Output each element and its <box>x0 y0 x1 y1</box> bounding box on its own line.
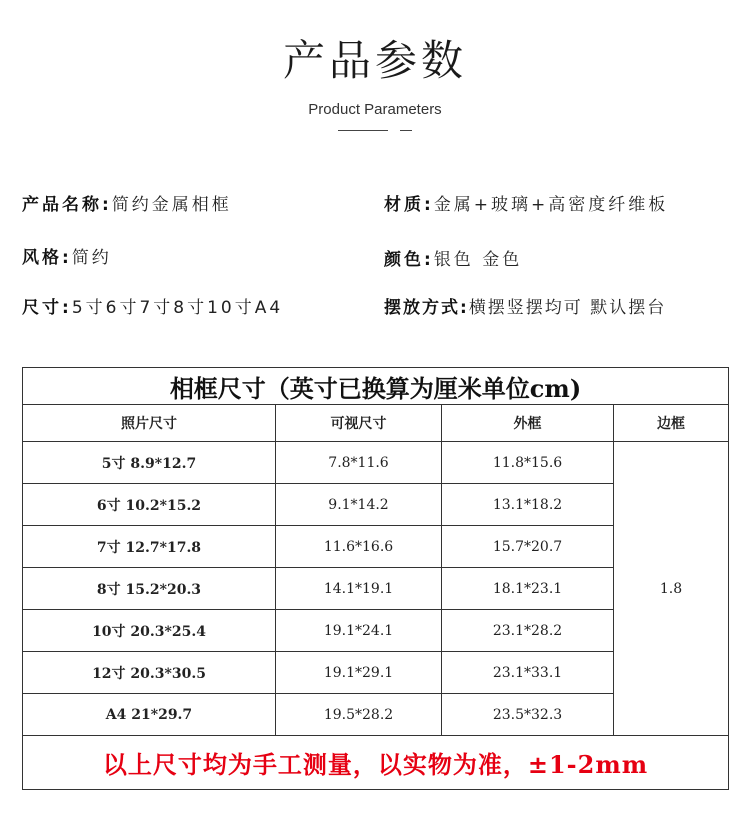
cell-photo-size: 6寸 10.2*15.2 <box>23 484 276 526</box>
param-value: 横摆竖摆均可 默认摆台 <box>468 298 667 318</box>
measurement-note: 以上尺寸均为手工测量，以实物为准，±1-2mm <box>23 736 729 790</box>
cell-photo-size: A4 21*29.7 <box>23 694 276 736</box>
cell-outer-frame: 13.1*18.2 <box>442 484 614 526</box>
cell-outer-frame: 23.1*28.2 <box>442 610 614 652</box>
param-value: 简约 <box>71 248 112 268</box>
param-label: 材质: <box>384 195 434 215</box>
cell-photo-size: 8寸 15.2*20.3 <box>23 568 276 610</box>
cell-outer-frame: 23.1*33.1 <box>442 652 614 694</box>
table-row <box>23 442 729 484</box>
cell-visible-size: 11.6*16.6 <box>276 526 442 568</box>
cell-outer-frame: 15.7*20.7 <box>442 526 614 568</box>
cell-visible-size: 19.1*24.1 <box>276 610 442 652</box>
page-subtitle: Product Parameters <box>308 101 442 118</box>
column-header-visible-size: 可视尺寸 <box>276 405 442 442</box>
param-value: 金属+玻璃+高密度纤维板 <box>433 195 669 215</box>
param-value: 银色 金色 <box>433 250 523 270</box>
cell-visible-size: 9.1*14.2 <box>276 484 442 526</box>
column-header-border: 边框 <box>614 405 729 442</box>
cell-visible-size: 19.1*29.1 <box>276 652 442 694</box>
param-style <box>22 243 112 268</box>
column-header-photo-size: 照片尺寸 <box>23 405 276 442</box>
cell-visible-size: 14.1*19.1 <box>276 568 442 610</box>
size-table <box>22 367 729 790</box>
param-product-name <box>22 190 232 215</box>
param-label: 风格: <box>22 248 72 268</box>
cell-border-value: 1.8 <box>614 442 729 736</box>
page-title: 产品参数 <box>282 36 467 85</box>
param-label: 尺寸: <box>22 298 72 318</box>
cell-photo-size: 7寸 12.7*17.8 <box>23 526 276 568</box>
param-value: 5寸6寸7寸8寸10寸A4 <box>71 298 284 318</box>
param-value: 简约金属相框 <box>111 195 232 215</box>
cell-photo-size: 5寸 8.9*12.7 <box>23 442 276 484</box>
param-size <box>22 293 283 318</box>
cell-visible-size: 19.5*28.2 <box>276 694 442 736</box>
param-material <box>384 190 668 215</box>
param-label: 产品名称: <box>22 195 112 215</box>
column-header-outer-frame: 外框 <box>442 405 614 442</box>
cell-outer-frame: 23.5*32.3 <box>442 694 614 736</box>
param-label: 颜色: <box>384 250 434 270</box>
table-header-row <box>23 405 729 442</box>
decorative-line <box>338 130 388 131</box>
param-placement <box>384 293 666 318</box>
cell-outer-frame: 11.8*15.6 <box>442 442 614 484</box>
cell-photo-size: 12寸 20.3*30.5 <box>23 652 276 694</box>
cell-photo-size: 10寸 20.3*25.4 <box>23 610 276 652</box>
param-label: 摆放方式: <box>384 298 469 318</box>
table-title: 相框尺寸（英寸已换算为厘米单位cm) <box>23 368 729 405</box>
param-color <box>384 245 522 270</box>
cell-visible-size: 7.8*11.6 <box>276 442 442 484</box>
decorative-dash <box>400 130 412 131</box>
cell-outer-frame: 18.1*23.1 <box>442 568 614 610</box>
